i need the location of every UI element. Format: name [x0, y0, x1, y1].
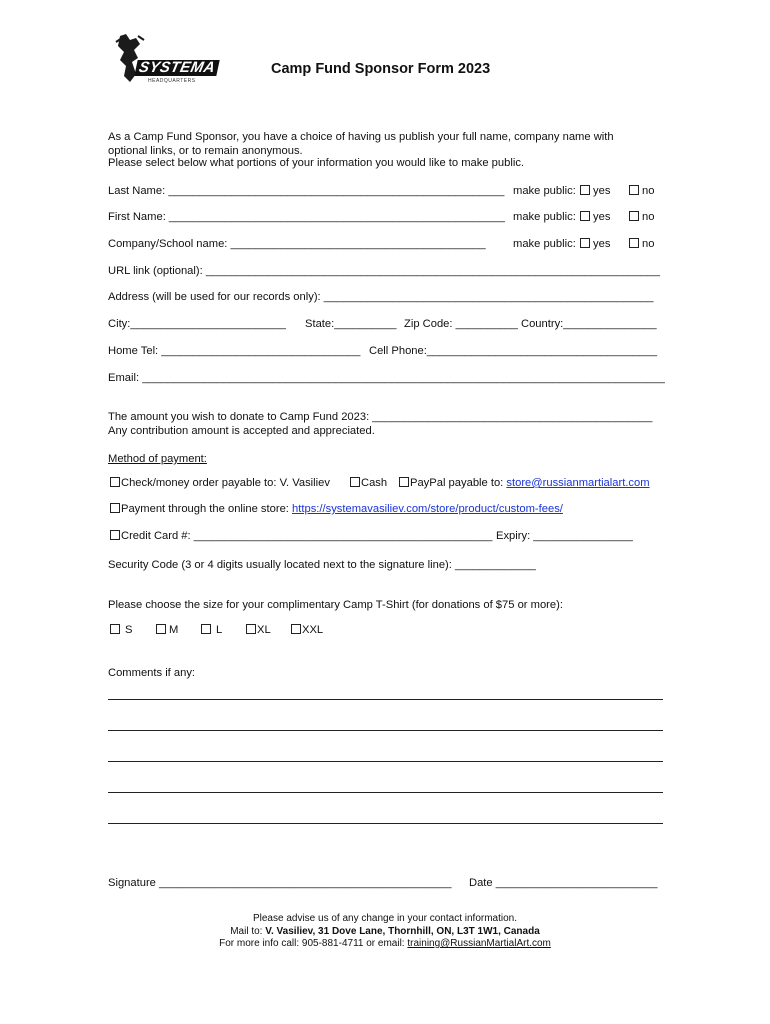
tshirt-size-xxl[interactable]: XXL — [291, 624, 323, 636]
checkbox-icon[interactable] — [156, 624, 166, 634]
home-tel-field[interactable]: Home Tel: ________________________________ — [108, 345, 361, 357]
online-store-link[interactable]: https://systemavasiliev.com/store/product/custom-fees/ — [292, 503, 563, 515]
date-field[interactable]: Date __________________________ — [469, 877, 658, 889]
checkbox-icon[interactable] — [201, 624, 211, 634]
credit-card-option[interactable]: Credit Card #: ________________________________________________ — [110, 530, 492, 542]
comment-line[interactable] — [108, 730, 663, 731]
last-name-yes-option[interactable]: yes — [580, 185, 610, 197]
checkbox-icon[interactable] — [350, 477, 360, 487]
last-name-field[interactable]: Last Name: ______________________________________________________ — [108, 185, 505, 197]
tshirt-size-s[interactable]: S — [110, 624, 132, 636]
tshirt-size-m[interactable]: M — [156, 624, 178, 636]
company-name-field[interactable]: Company/School name: _________________________________________ — [108, 238, 486, 250]
country-field[interactable]: Country:_______________ — [521, 318, 657, 330]
checkbox-icon[interactable] — [291, 624, 301, 634]
company-yes-option[interactable]: yes — [580, 238, 610, 250]
donation-amount-field[interactable]: The amount you wish to donate to Camp Fund 2023: _____________________________________________ — [108, 411, 653, 423]
checkbox-icon[interactable] — [629, 238, 639, 248]
checkbox-icon[interactable] — [629, 211, 639, 221]
intro-line-1: As a Camp Fund Sponsor, you have a choice of having us publish your full name, company name with — [108, 131, 614, 143]
comment-line[interactable] — [108, 792, 663, 793]
security-code-field[interactable]: Security Code (3 or 4 digits usually located next to the signature line): _____________ — [108, 559, 536, 571]
checkbox-icon[interactable] — [110, 477, 120, 487]
footer-mail: Mail to: V. Vasiliev, 31 Dove Lane, Thornhill, ON, L3T 1W1, Canada — [230, 926, 540, 937]
expiry-field[interactable]: Expiry: ________________ — [496, 530, 633, 542]
donation-note: Any contribution amount is accepted and appreciated. — [108, 425, 375, 437]
url-field[interactable]: URL link (optional): _________________________________________________________________________ — [108, 265, 661, 277]
footer-info: For more info call: 905-881-4711 or email: training@RussianMartialArt.com — [219, 938, 551, 949]
logo-text: SYSTEMA — [134, 60, 219, 76]
city-field[interactable]: City:_________________________ — [108, 318, 286, 330]
state-field[interactable]: State:__________ — [305, 318, 397, 330]
paypal-option[interactable]: PayPal payable to: store@russianmartialart.com — [399, 477, 650, 489]
page-title: Camp Fund Sponsor Form 2023 — [271, 61, 491, 77]
tshirt-question: Please choose the size for your complimentary Camp T-Shirt (for donations of $75 or more): — [108, 599, 563, 611]
first-name-field[interactable]: First Name: ______________________________________________________ — [108, 211, 505, 223]
checkbox-icon[interactable] — [110, 503, 120, 513]
comments-label: Comments if any: — [108, 667, 196, 679]
checkbox-icon[interactable] — [399, 477, 409, 487]
checkbox-icon[interactable] — [246, 624, 256, 634]
email-field[interactable]: Email: ____________________________________________________________________________________ — [108, 372, 665, 384]
company-no-option[interactable]: no — [629, 238, 654, 250]
first-name-no-option[interactable]: no — [629, 211, 654, 223]
checkbox-icon[interactable] — [580, 211, 590, 221]
fighter-emblem-icon — [112, 32, 152, 84]
cell-phone-field[interactable]: Cell Phone:_____________________________________ — [369, 345, 658, 357]
intro-line-2: optional links, or to remain anonymous. — [108, 145, 303, 157]
paypal-email-link[interactable]: store@russianmartialart.com — [506, 477, 650, 489]
payment-heading: Method of payment: — [108, 453, 207, 465]
logo-subtext: HEADQUARTERS — [148, 78, 196, 84]
systema-logo — [110, 32, 215, 86]
last-name-no-option[interactable]: no — [629, 185, 654, 197]
comment-line[interactable] — [108, 823, 663, 824]
comment-line[interactable] — [108, 761, 663, 762]
tshirt-size-l[interactable]: L — [201, 624, 222, 636]
cash-option[interactable]: Cash — [350, 477, 387, 489]
checkbox-icon[interactable] — [110, 624, 120, 634]
last-name-make-public-label: make public: — [513, 185, 576, 197]
first-name-yes-option[interactable]: yes — [580, 211, 610, 223]
mail-address: V. Vasiliev, 31 Dove Lane, Thornhill, ON, L3T 1W1, Canada — [265, 926, 540, 937]
address-field[interactable]: Address (will be used for our records only): _____________________________________________________ — [108, 291, 654, 303]
checkbox-icon[interactable] — [580, 185, 590, 195]
signature-field[interactable]: Signature _______________________________________________ — [108, 877, 452, 889]
checkbox-icon[interactable] — [629, 185, 639, 195]
training-email-link[interactable]: training@RussianMartialArt.com — [407, 938, 551, 949]
online-store-option[interactable]: Payment through the online store: https://systemavasiliev.com/store/product/custom-fees/ — [110, 503, 563, 515]
checkbox-icon[interactable] — [580, 238, 590, 248]
checkbox-icon[interactable] — [110, 530, 120, 540]
tshirt-size-xl[interactable]: XL — [246, 624, 271, 636]
first-name-make-public-label: make public: — [513, 211, 576, 223]
intro-line-3: Please select below what portions of your information you would like to make public. — [108, 157, 525, 169]
zip-code-field[interactable]: Zip Code: __________ — [404, 318, 518, 330]
company-make-public-label: make public: — [513, 238, 576, 250]
check-option[interactable]: Check/money order payable to: V. Vasiliev — [110, 477, 330, 489]
footer-advice: Please advise us of any change in your contact information. — [252, 913, 518, 924]
comment-line[interactable] — [108, 699, 663, 700]
